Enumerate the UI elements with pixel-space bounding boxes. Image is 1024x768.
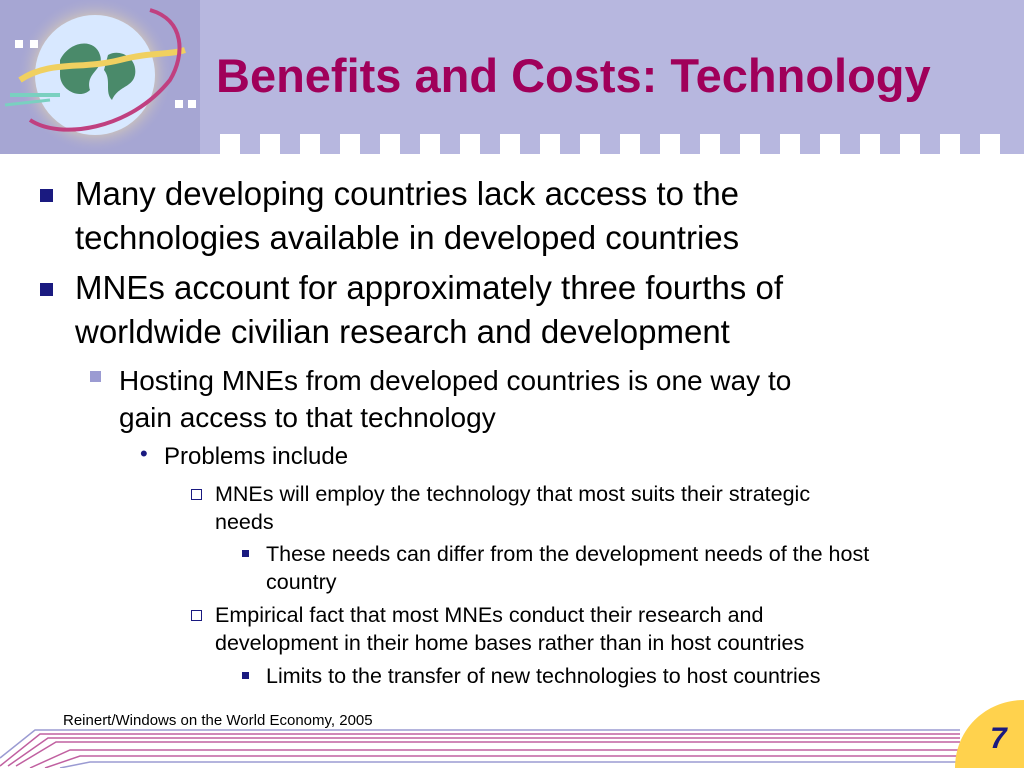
bullet-item [266,540,869,596]
square-bullet-icon [242,550,249,557]
bullet-line: technologies available in developed countries [75,219,740,256]
bullet-line: These needs can differ from the development needs of the host [266,542,870,566]
bullet-line: Hosting MNEs from developed countries is one way to [119,365,792,396]
square-bullet-icon [242,672,249,679]
hollow-square-bullet-icon [191,489,202,500]
dot-bullet-icon: • [140,441,148,466]
bullet-line: Empirical fact that most MNEs conduct their research and [215,603,764,627]
header-dash-strip [200,132,1024,154]
bullet-line: Limits to the transfer of new technologies to host countries [266,664,821,688]
bullet-line: development in their home bases rather than in host countries [215,631,805,655]
bullet-line: needs [215,510,274,534]
square-bullet-icon [40,283,53,296]
page-number: 7 [990,722,1007,755]
slide-title: Benefits and Costs: Technology [216,49,931,102]
square-bullet-icon [90,371,101,382]
bullet-line: gain access to that technology [119,402,496,433]
bullet-line: Many developing countries lack access to the [75,175,740,212]
footer-citation: Reinert/Windows on the World Economy, 2005 [63,712,373,729]
footer-decorative-lines [0,728,1024,768]
hollow-square-bullet-icon [191,610,202,621]
bullet-line: MNEs will employ the technology that most suits their strategic [215,482,811,506]
globe-with-swoosh-icon [0,0,200,154]
bullet-line: Problems include [164,443,349,470]
bullet-item [215,601,804,657]
bullet-item [119,362,791,436]
bullet-line: worldwide civilian research and development [75,313,730,350]
bullet-item [266,662,821,690]
bullet-line: MNEs account for approximately three fourths of [75,269,783,306]
bullet-item [215,480,810,536]
bullet-item [140,441,349,472]
bullet-item [75,266,783,354]
square-bullet-icon [40,189,53,202]
bullet-line: country [266,570,337,594]
bullet-item [75,172,739,260]
